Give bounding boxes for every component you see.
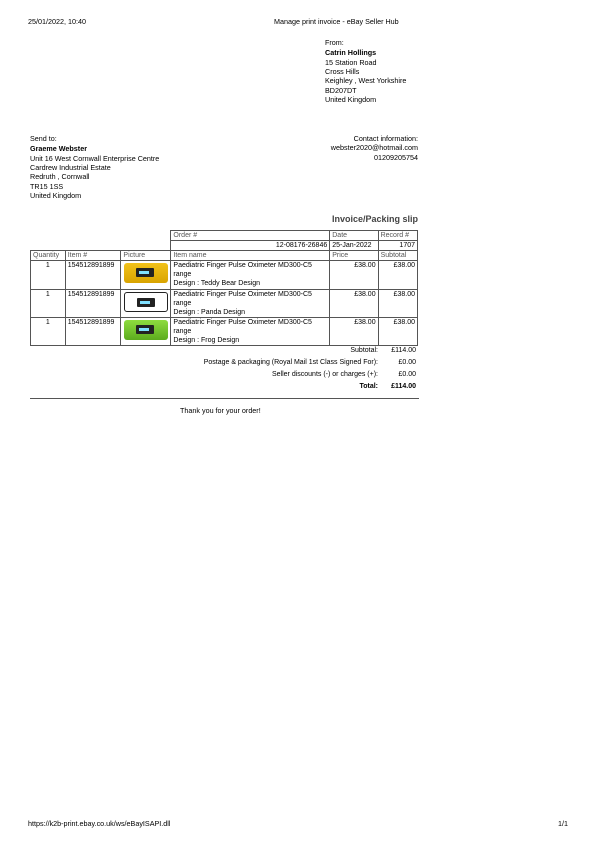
subtotal-label: Subtotal: bbox=[350, 347, 378, 354]
document-title: Invoice/Packing slip bbox=[331, 214, 418, 224]
item-name-cell bbox=[171, 261, 330, 289]
postage-label: Postage & packaging (Royal Mail 1st Class Signed For): bbox=[203, 359, 378, 366]
subtotal-cell: £38.00 bbox=[378, 261, 417, 289]
price-cell: £38.00 bbox=[330, 261, 378, 289]
send-to-address bbox=[30, 134, 159, 201]
table-row bbox=[31, 261, 418, 289]
from-line: United Kingdom bbox=[325, 95, 377, 105]
subtotal-cell: £38.00 bbox=[378, 289, 417, 317]
product-thumbnail[interactable] bbox=[124, 320, 168, 340]
from-name: Catrin Hollings bbox=[325, 48, 377, 58]
price-cell: £38.00 bbox=[330, 317, 378, 345]
quantity-cell: 1 bbox=[31, 317, 66, 345]
subtotal-row bbox=[160, 346, 418, 358]
quantity-cell: 1 bbox=[31, 289, 66, 317]
order-number-header: Order # bbox=[171, 231, 330, 241]
from-label: From: bbox=[325, 38, 344, 47]
total-value: £114.00 bbox=[391, 383, 416, 390]
subtotal-value: £114.00 bbox=[391, 347, 416, 354]
price-cell: £38.00 bbox=[330, 289, 378, 317]
order-totals bbox=[160, 346, 418, 394]
record-number: 1707 bbox=[378, 241, 417, 251]
item-name-cont: range bbox=[173, 271, 192, 279]
product-thumbnail[interactable] bbox=[124, 263, 168, 283]
send-to-line: Redruth , Cornwall bbox=[30, 172, 90, 182]
from-line: 15 Station Road bbox=[325, 57, 377, 67]
picture-header: Picture bbox=[121, 251, 171, 261]
quantity-header: Quantity bbox=[31, 251, 66, 261]
postage-row bbox=[160, 358, 418, 370]
page-title: Manage print invoice - eBay Seller Hub bbox=[274, 17, 399, 26]
order-items-table bbox=[30, 230, 418, 346]
picture-cell bbox=[121, 289, 171, 317]
send-to-line: TR15 1SS bbox=[30, 181, 64, 191]
item-design: Design : Teddy Bear Design bbox=[173, 280, 261, 288]
send-to-line: Unit 16 West Cornwall Enterprise Centre bbox=[30, 153, 160, 163]
from-address bbox=[325, 38, 406, 105]
item-name-cell bbox=[171, 289, 330, 317]
discounts-label: Seller discounts (-) or charges (+): bbox=[271, 371, 378, 378]
footer-url: https://k2b-print.ebay.co.uk/ws/eBayISAPI.dll bbox=[28, 819, 171, 828]
send-to-line: United Kingdom bbox=[30, 191, 82, 201]
table-row bbox=[31, 317, 418, 345]
discounts-row bbox=[160, 370, 418, 382]
discounts-value: £0.00 bbox=[398, 371, 416, 378]
table-header-row bbox=[31, 251, 418, 261]
item-number-cell[interactable]: 154512891899 bbox=[65, 261, 121, 289]
record-header: Record # bbox=[378, 231, 417, 241]
thank-you-message: Thank you for your order! bbox=[180, 406, 261, 415]
contact-label: Contact information: bbox=[353, 134, 418, 143]
item-name: Paediatric Finger Pulse Oximeter MD300-C5 bbox=[173, 318, 312, 326]
postage-value: £0.00 bbox=[398, 359, 416, 366]
send-to-label: Send to: bbox=[30, 134, 57, 143]
table-row bbox=[31, 289, 418, 317]
product-thumbnail[interactable] bbox=[124, 292, 168, 312]
subtotal-cell: £38.00 bbox=[378, 317, 417, 345]
order-values-row bbox=[31, 241, 418, 251]
item-number-cell[interactable]: 154512891899 bbox=[65, 317, 121, 345]
item-name-cont: range bbox=[173, 299, 192, 307]
price-header: Price bbox=[330, 251, 378, 261]
item-name-header: Item name bbox=[171, 251, 330, 261]
item-name: Paediatric Finger Pulse Oximeter MD300-C5 bbox=[173, 262, 312, 270]
quantity-cell: 1 bbox=[31, 261, 66, 289]
from-line: BD207DT bbox=[325, 85, 357, 95]
date-header: Date bbox=[330, 231, 378, 241]
divider bbox=[30, 398, 419, 399]
picture-cell bbox=[121, 261, 171, 289]
from-line: Keighley , West Yorkshire bbox=[325, 76, 407, 86]
print-datetime: 25/01/2022, 10:40 bbox=[28, 17, 86, 26]
item-design: Design : Panda Design bbox=[173, 308, 246, 316]
order-number: 12-08176-26846 bbox=[171, 241, 330, 251]
send-to-name: Graeme Webster bbox=[30, 144, 87, 154]
item-name-cell bbox=[171, 317, 330, 345]
item-name-cont: range bbox=[173, 327, 192, 335]
order-date: 25-Jan-2022 bbox=[330, 241, 378, 251]
total-row bbox=[160, 382, 418, 394]
total-label: Total: bbox=[359, 383, 378, 390]
contact-phone: 01209205754 bbox=[374, 152, 418, 162]
item-design: Design : Frog Design bbox=[173, 337, 240, 345]
send-to-line: Cardrew Industrial Estate bbox=[30, 163, 111, 173]
order-header-row bbox=[31, 231, 418, 241]
subtotal-header: Subtotal bbox=[378, 251, 417, 261]
item-name: Paediatric Finger Pulse Oximeter MD300-C5 bbox=[173, 290, 312, 298]
item-number-cell[interactable]: 154512891899 bbox=[65, 289, 121, 317]
item-number-header: Item # bbox=[65, 251, 121, 261]
picture-cell bbox=[121, 317, 171, 345]
from-line: Cross Hills bbox=[325, 67, 360, 77]
page-number: 1/1 bbox=[558, 819, 568, 828]
contact-email: webster2020@hotmail.com bbox=[330, 143, 418, 153]
contact-info bbox=[331, 134, 418, 162]
